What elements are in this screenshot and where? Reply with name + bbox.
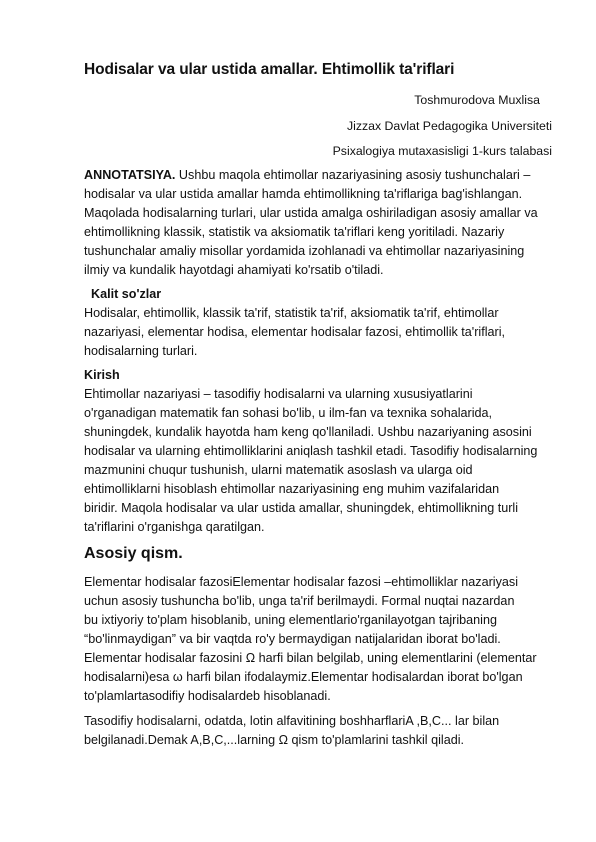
- intro-section: [84, 366, 554, 537]
- annotation-line: [84, 166, 554, 185]
- annotation-line: hodisalar va ular ustida amallar hamda ehtimollikning ta'riflariga bag'ishlangan.: [84, 187, 523, 201]
- main-heading: Asosiy qism.: [84, 545, 183, 562]
- main-paragraph-1: [84, 573, 554, 706]
- keywords-line: hodisalarning turlari.: [84, 344, 198, 358]
- author-university: Jizzax Davlat Pedagogika Universiteti: [346, 119, 552, 133]
- author-name: Toshmurodova Muxlisa: [414, 93, 540, 107]
- author-program: Psixalogiya mutaxasisligi 1-kurs talabasi: [332, 144, 552, 158]
- main-line: belgilanadi.Demak A,B,C,...larning Ω qism to'plamlarini tashkil qiladi.: [84, 733, 465, 747]
- intro-line: biridir. Maqola hodisalar va ular ustida amallar, shuningdek, ehtimollikning turli: [84, 501, 519, 515]
- intro-line: hodisalar va ularning ehtimolliklarini aniqlash tashkil etadi. Tasodifiy hodisalarning: [84, 444, 538, 458]
- paper-title: Hodisalar va ular ustida amallar. Ehtimollik ta'riflari: [84, 61, 455, 78]
- annotation-label: ANNOTATSIYA.: [84, 168, 176, 182]
- keywords-section: [84, 285, 554, 361]
- keywords-label: Kalit so'zlar: [91, 287, 162, 301]
- intro-line: shuningdek, kundalik hayotda ham keng qo'llaniladi. Ushbu nazariyaning asosini: [84, 425, 532, 439]
- annotation-line: tushunchalar amaliy misollar yordamida izohlanadi va ehtimollar nazariyasining: [84, 244, 525, 258]
- main-line: Elementar hodisalar fazosiElementar hodisalar fazosi –ehtimolliklar nazariyasi: [84, 575, 518, 589]
- intro-line: ta'riflarini o'rganishga qaratilgan.: [84, 520, 265, 534]
- main-line: to'plamlartasodifiy hodisalardeb hisoblanadi.: [84, 689, 331, 703]
- annotation-section: [84, 166, 554, 280]
- intro-line: Ehtimollar nazariyasi – tasodifiy hodisalarni va ularning xususiyatlarini: [84, 387, 473, 401]
- main-line: Tasodifiy hodisalarni, odatda, lotin alfavitining boshharflariA ,B,C... lar bilan: [84, 714, 500, 728]
- intro-line: ehtimolliklarni hisoblash ehtimollar nazariyasining eng muhim vazifalaridan: [84, 482, 500, 496]
- annotation-line: ehtimollikning klassik, statistik va aksiomatik ta'riflari keng yoritiladi. Nazariy: [84, 225, 505, 239]
- main-paragraph-2: [84, 712, 554, 750]
- intro-line: o'rganadigan matematik fan sohasi bo'lib, u ilm-fan va texnika sohalarida,: [84, 406, 493, 420]
- intro-line: mazmunini chuqur tushunish, ularni matematik asoslash va ularga oid: [84, 463, 473, 477]
- main-line: hodisalarni)esa ω harfi bilan ifodalaymiz.Elementar hodisalardan iborat bo'lgan: [84, 670, 523, 684]
- main-line: bu ixtiyoriy to'plam hisoblanib, uning elementlario'rganilayotgan tajribaning: [84, 613, 497, 627]
- main-line: uchun asosiy tushuncha bo'lib, unga ta'rif berilmaydi. Formal nuqtai nazardan: [84, 594, 515, 608]
- intro-label: Kirish: [84, 368, 120, 382]
- keywords-line: nazariyasi, elementar hodisa, elementar hodisalar fazosi, ehtimollik ta'riflari,: [84, 325, 505, 339]
- annotation-text: Ushbu maqola ehtimollar nazariyasining asosiy tushunchalari –: [175, 168, 531, 182]
- keywords-line: Hodisalar, ehtimollik, klassik ta'rif, statistik ta'rif, aksiomatik ta'rif, ehtimollar: [84, 306, 499, 320]
- annotation-line: ilmiy va kundalik hayotdagi ahamiyati ko'rsatib o'tiladi.: [84, 263, 384, 277]
- annotation-line: Maqolada hodisalarning turlari, ular ustida amalga oshiriladigan asosiy amallar va: [84, 206, 538, 220]
- main-line: Elementar hodisalar fazosini Ω harfi bilan belgilab, uning elementlarini (elementar: [84, 651, 537, 665]
- main-line: “bo'linmaydigan” va bir vaqtda ro'y bermaydigan natijalaridan iborat bo'ladi.: [84, 632, 501, 646]
